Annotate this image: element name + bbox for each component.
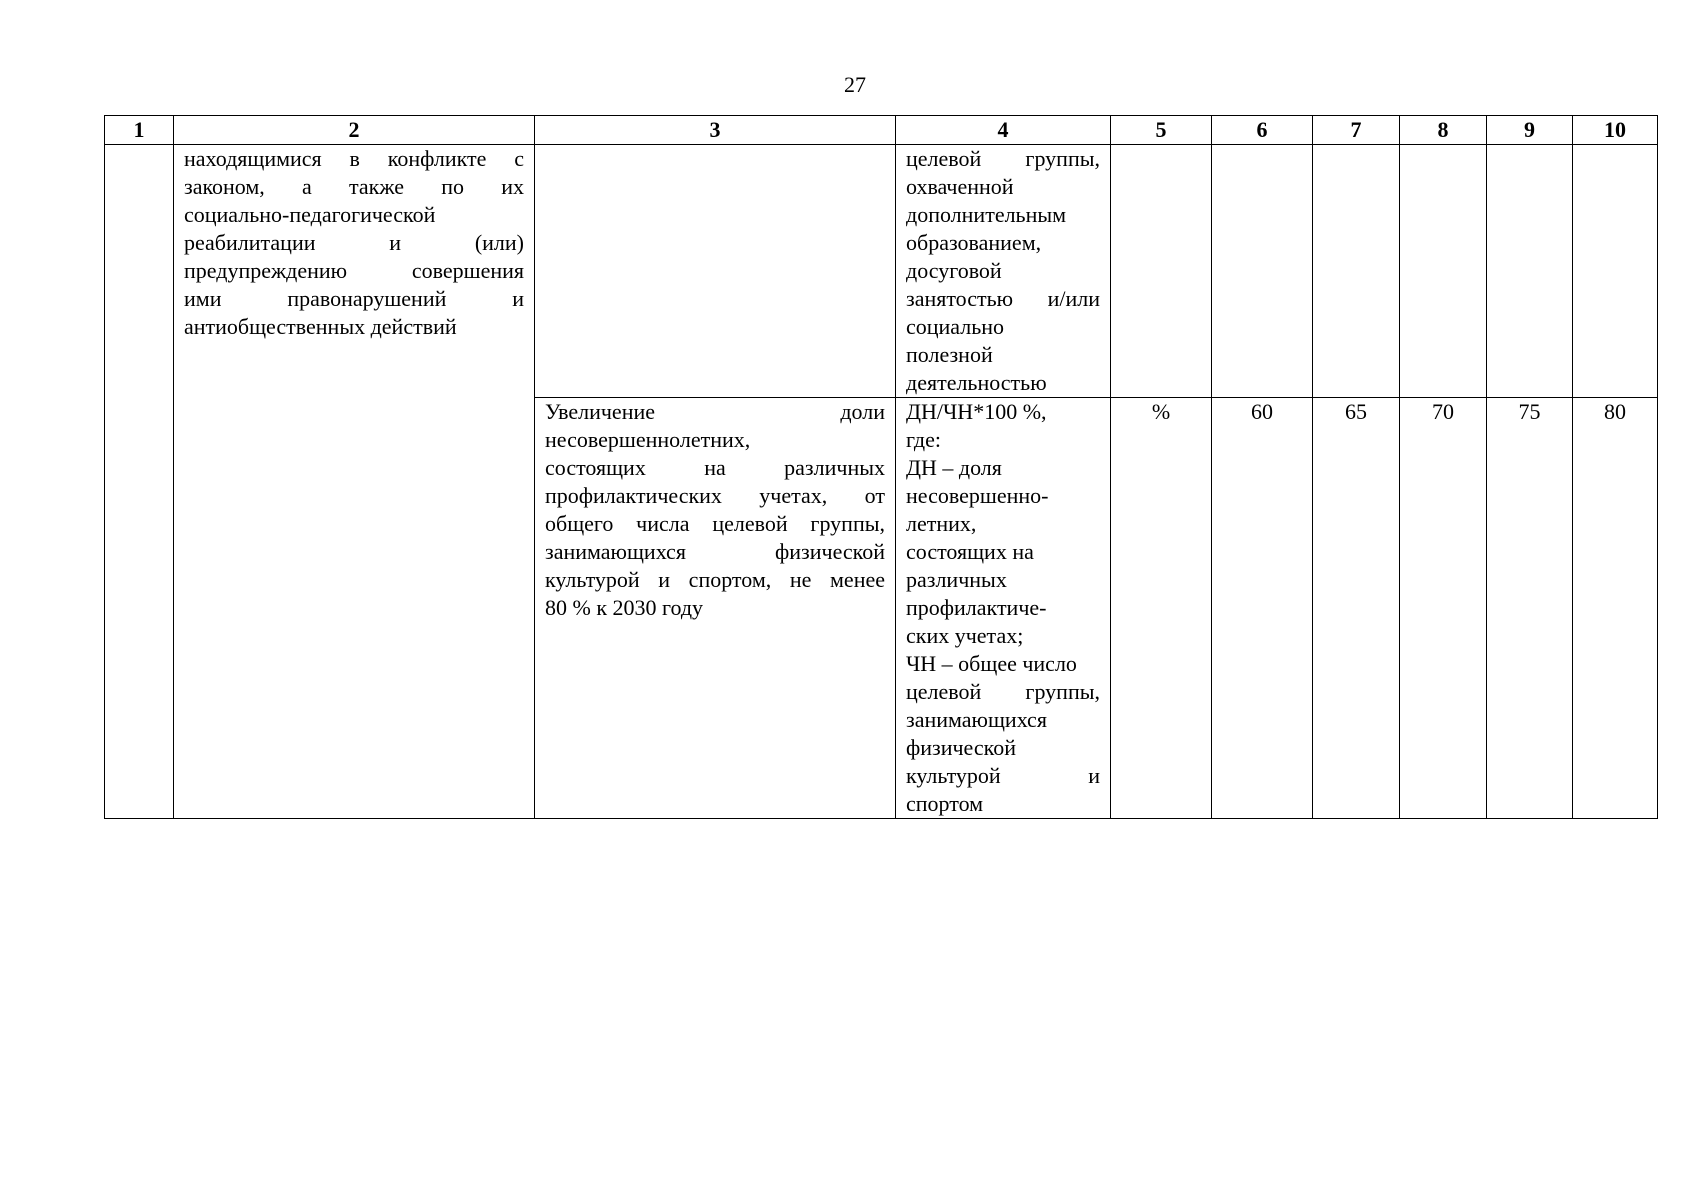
formula-text-line: деятельностью <box>906 370 1047 395</box>
formula-text-line: полезной <box>906 342 993 367</box>
value-cell: 75 <box>1487 398 1573 819</box>
indicators-table <box>104 115 1658 819</box>
formula-text-line: летних, <box>906 511 977 536</box>
task-text-line: социально-педагогической <box>184 202 436 227</box>
formula-text-line: ЧН – общее число <box>906 651 1077 676</box>
indicator-text-line: несовершеннолетних, <box>545 427 751 452</box>
formula-text-line: состоящих на <box>906 539 1034 564</box>
indicator-text-line: культурой и спортом, не менее <box>545 567 885 592</box>
unit-cell <box>1111 145 1212 398</box>
formula-text-line: профилактиче- <box>906 595 1047 620</box>
task-description-cell <box>174 145 535 819</box>
task-text-line: законом, а также по их <box>184 174 524 199</box>
formula-text-line: образованием, <box>906 230 1042 255</box>
formula-text-line: физической <box>906 735 1016 760</box>
task-text-line: находящимися в конфликте с <box>184 146 524 171</box>
formula-text-line: где: <box>906 427 941 452</box>
value-cell <box>1573 145 1658 398</box>
value-cell: 70 <box>1400 398 1487 819</box>
column-number: 1 <box>105 116 174 145</box>
task-text-line: реабилитации и (или) <box>184 230 524 255</box>
column-number: 7 <box>1313 116 1400 145</box>
value-cell: 60 <box>1212 398 1313 819</box>
column-number: 3 <box>535 116 896 145</box>
indicator-text-line: занимающихся физической <box>545 539 885 564</box>
page-number: 27 <box>844 72 866 97</box>
indicator-name-cell <box>535 398 896 819</box>
formula-text-line: занятостью и/или <box>906 286 1100 311</box>
formula-text-line: культурой и <box>906 763 1100 788</box>
formula-text-line: ских учетах; <box>906 623 1024 648</box>
column-number: 2 <box>174 116 535 145</box>
task-text-line: антиобщественных действий <box>184 314 457 339</box>
indicator-text-line: профилактических учетах, от <box>545 483 885 508</box>
value-cell <box>1400 145 1487 398</box>
column-number: 4 <box>896 116 1111 145</box>
formula-text-line: дополнительным <box>906 202 1067 227</box>
indicator-text-line: Увеличение доли <box>545 399 885 424</box>
value-cell: 80 <box>1573 398 1658 819</box>
column-number-row <box>105 116 1658 145</box>
value-cell <box>1313 145 1400 398</box>
formula-cell <box>896 398 1111 819</box>
formula-text-line: спортом <box>906 791 984 816</box>
column-number: 5 <box>1111 116 1212 145</box>
formula-text-line: ДН/ЧН*100 %, <box>906 399 1047 424</box>
indicator-text-line: 80 % к 2030 году <box>545 595 704 620</box>
indicator-text-line: состоящих на различных <box>545 455 885 480</box>
column-number: 6 <box>1212 116 1313 145</box>
indicator-name-cell <box>535 145 896 398</box>
formula-text-line: целевой группы, <box>906 679 1100 704</box>
task-text-line: ими правонарушений и <box>184 286 524 311</box>
column-number: 8 <box>1400 116 1487 145</box>
value-cell <box>1212 145 1313 398</box>
table-row <box>105 145 1658 398</box>
formula-text-line: несовершенно- <box>906 483 1049 508</box>
column-number: 10 <box>1573 116 1658 145</box>
formula-text-line: целевой группы, <box>906 146 1100 171</box>
formula-text-line: различных <box>906 567 1007 592</box>
column-number: 9 <box>1487 116 1573 145</box>
row-number-cell <box>105 145 174 819</box>
formula-text-line: занимающихся <box>906 707 1047 732</box>
unit-cell: % <box>1111 398 1212 819</box>
value-cell: 65 <box>1313 398 1400 819</box>
formula-text-line: ДН – доля <box>906 455 1002 480</box>
indicator-text-line: общего числа целевой группы, <box>545 511 885 536</box>
formula-cell <box>896 145 1111 398</box>
formula-text-line: социально <box>906 314 1005 339</box>
task-text-line: предупреждению совершения <box>184 258 524 283</box>
value-cell <box>1487 145 1573 398</box>
formula-text-line: охваченной <box>906 174 1014 199</box>
formula-text-line: досуговой <box>906 258 1002 283</box>
